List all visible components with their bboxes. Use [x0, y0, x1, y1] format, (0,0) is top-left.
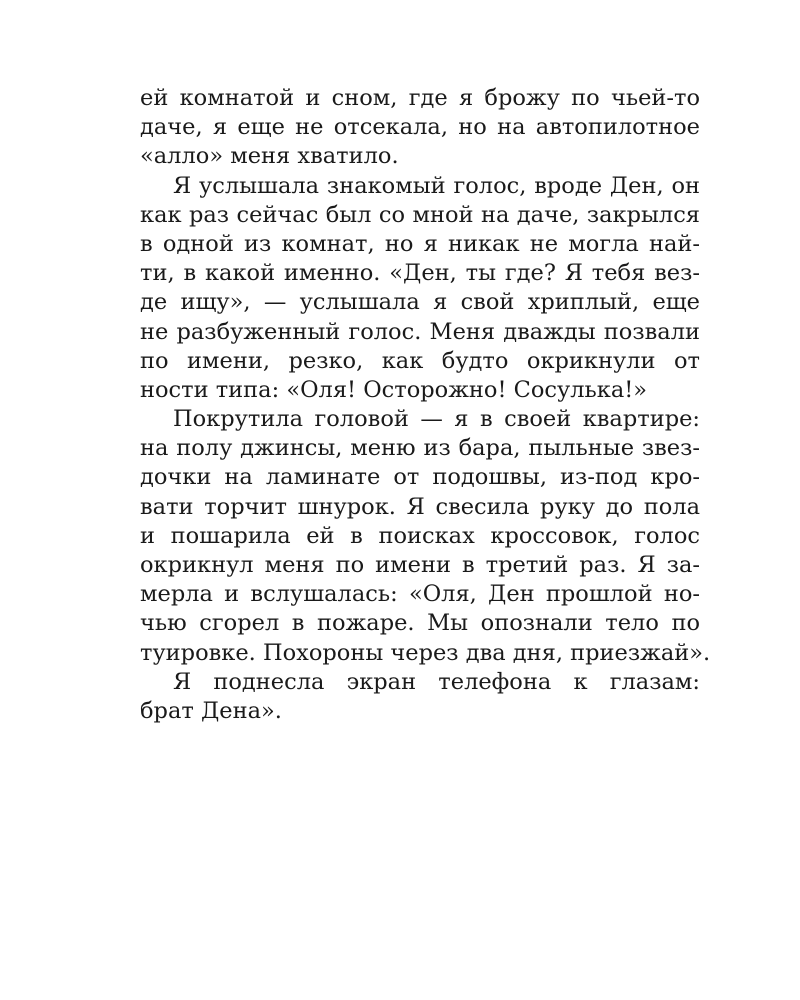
text-line: ности типа: «Оля! Осторожно! Сосулька!»	[140, 376, 648, 403]
body-text	[140, 84, 711, 726]
text-line: мерла и вслушалась: «Оля, Ден прошлой но-	[140, 581, 700, 608]
text-line: ей комнатой и сном, где я брожу по чьей-то	[140, 85, 700, 111]
text-line: окрикнул меня по имени в третий раз. Я за-	[140, 552, 700, 578]
text-line: дочки на ламинате от подошвы, из-под кро-	[140, 464, 700, 491]
text-line: в одной из комнат, но я никак не могла най-	[140, 230, 700, 257]
text-line: и пошарила ей в поисках кроссовок, голос	[140, 522, 700, 549]
text-line: туировке. Похороны через два дня, приезжай».	[140, 639, 711, 666]
text-line: как раз сейчас был со мной на даче, закрылся	[140, 201, 700, 228]
paragraph-first-line: Я поднесла экран телефона к глазам:	[173, 668, 700, 695]
text-line: ти, в какой именно. «Ден, ты где? Я тебя вез-	[140, 260, 700, 287]
text-line: на полу джинсы, меню из бара, пыльные звез-	[140, 435, 700, 462]
text-line: даче, я еще не отсекала, но на автопилотное	[140, 114, 700, 141]
text-line: брат Дена».	[140, 697, 282, 724]
paragraph-first-line: Покрутила головой — я в своей квартире:	[173, 406, 700, 433]
text-line: «алло» меня хватило.	[140, 143, 399, 170]
paragraph-first-line: Я услышала знакомый голос, вроде Ден, он	[173, 172, 700, 199]
text-line: чью сгорел в пожаре. Мы опознали тело по	[140, 610, 700, 637]
text-line: вати торчит шнурок. Я свесила руку до пола	[140, 493, 700, 520]
text-line: де ищу», — услышала я свой хриплый, еще	[140, 289, 700, 316]
text-line: по имени, резко, как будто окрикнули от	[140, 347, 700, 374]
text-line: не разбуженный голос. Меня дважды позвали	[140, 318, 700, 345]
